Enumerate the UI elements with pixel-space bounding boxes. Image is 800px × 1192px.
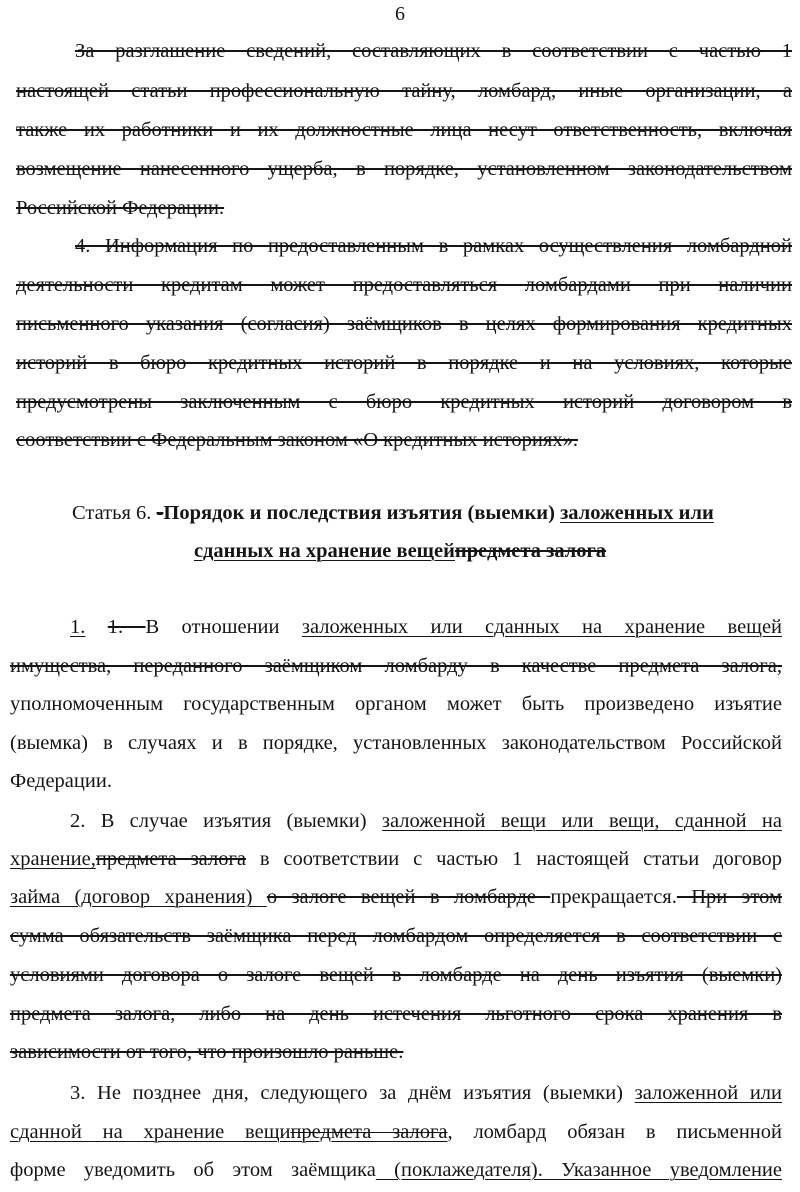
text-line: [10, 653, 782, 681]
text-run: Порядок и последствия изъятия (выемки): [163, 502, 561, 524]
text-line: [10, 730, 782, 758]
text-run: письменного указания (согласия) заёмщиков в целях формирования кредитных: [16, 313, 792, 335]
text-run: 1.: [70, 616, 86, 638]
text-run: предмета залога: [454, 540, 607, 562]
text-line: [10, 846, 782, 874]
text-line: [70, 1080, 782, 1108]
text-run: соответствии с Федеральным законом «О кредитных историях».: [16, 429, 578, 451]
text-line: [16, 389, 792, 417]
text-line: [10, 962, 782, 990]
text-run: сумма обязательств заёмщика перед ломбардом определяется в соответствии с: [10, 925, 782, 947]
text-line: [0, 538, 800, 566]
text-run: Российской Федерации.: [16, 197, 225, 219]
text-run: За разглашение сведений, составляющих в соответствии с частью 1: [75, 40, 792, 62]
text-run: (поклажедателя). Указанное уведомление: [375, 1159, 782, 1181]
text-run: в соответствии с частью 1 настоящей статьи договор: [245, 848, 782, 870]
text-run: [85, 616, 107, 638]
text-run: предмета залога, либо на день истечения льготного срока хранения в: [10, 1003, 782, 1025]
text-run: предмета залога: [290, 1121, 448, 1143]
text-run: займа (договор хранения): [10, 886, 267, 908]
text-line: [10, 884, 782, 912]
text-line: [16, 78, 792, 106]
text-run: сданных на хранение вещей: [193, 540, 455, 562]
text-run: сданной на хранение вещи: [10, 1121, 291, 1143]
text-run: заложенной или: [634, 1082, 782, 1104]
text-run: о залоге вещей в ломбарде: [266, 886, 551, 908]
text-run: заложенных или сданных на хранение вещей: [301, 616, 783, 638]
page-number: 6: [395, 3, 405, 25]
text-run: заложенных или: [560, 502, 714, 524]
text-run: историй в бюро кредитных историй в порядке и на условиях, которые: [16, 352, 792, 374]
text-line: [10, 923, 782, 951]
text-run: Федерации.: [10, 770, 112, 792]
text-line: [70, 808, 782, 836]
text-line: [10, 1039, 403, 1067]
text-run: зависимости от того, что произошло раньше.: [10, 1041, 404, 1063]
text-line: [70, 614, 782, 642]
text-run: предмета залога: [95, 848, 246, 870]
text-line: [16, 156, 792, 184]
text-run: , ломбард обязан в письменной: [447, 1121, 782, 1143]
text-run: деятельности кредитам может предоставляться ломбардами при наличии: [16, 274, 792, 296]
text-run: В отношении: [145, 616, 302, 638]
text-run: (выемка) в случаях и в порядке, установленных законодательством Российской: [10, 732, 782, 754]
text-line: [10, 1001, 782, 1029]
text-run: Статья 6.: [72, 502, 157, 524]
text-run: 1.: [107, 616, 146, 638]
text-line: [75, 38, 792, 66]
text-line: [16, 427, 578, 455]
text-line: [75, 233, 792, 261]
text-run: настоящей статьи профессиональную тайну, ломбард, иные организации, а: [16, 80, 792, 102]
text-run: При этом: [676, 886, 782, 908]
text-line: [10, 768, 112, 796]
text-line: [10, 1119, 782, 1147]
text-run: имущества, переданного заёмщиком ломбарду в качестве предмета залога,: [10, 655, 782, 677]
text-line: [10, 691, 782, 719]
text-line: [72, 500, 714, 528]
text-run: условиями договора о залоге вещей в ломбарде на день изъятия (выемки): [10, 964, 782, 986]
text-run: возмещение нанесенного ущерба, в порядке, установленном законодательством: [16, 158, 792, 180]
text-run: предусмотрены заключенным с бюро кредитных историй договором в: [16, 391, 792, 413]
text-line: [16, 272, 792, 300]
text-run: также их работники и их должностные лица несут ответственность, включая: [16, 119, 792, 141]
text-run: 3. Не позднее дня, следующего за днём изъятия (выемки): [70, 1082, 635, 1104]
text-line: [10, 1157, 782, 1185]
text-line: [16, 311, 792, 339]
text-run: прекращается.: [550, 886, 677, 908]
text-run: форме уведомить об этом заёмщика: [10, 1159, 376, 1181]
text-line: [16, 117, 792, 145]
text-run: 4. Информация по предоставленным в рамках осуществления ломбардной: [75, 235, 792, 257]
text-run: уполномоченным государственным органом может быть произведено изъятие: [10, 693, 782, 715]
text-run: 2. В случае изъятия (выемки): [70, 810, 382, 832]
text-run: хранение,: [10, 848, 96, 870]
text-line: [16, 195, 224, 223]
text-line: [16, 350, 792, 378]
text-run: заложенной вещи или вещи, сданной на: [381, 810, 782, 832]
text-run: -: [156, 502, 164, 524]
